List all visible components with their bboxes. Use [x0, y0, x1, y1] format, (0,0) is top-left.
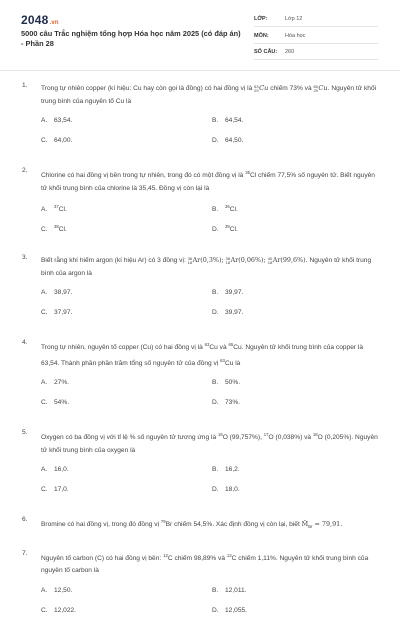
answer-options	[41, 379, 382, 413]
meta-question-count: SỐ CÂU: 260	[254, 46, 378, 60]
question-2: 2. Chlorine có hai đồng vị bền trong tự nhiên, trong đó có một đồng vị là $^{35}$Cl chiếm 77,5% số nguyên tử. Biết nguyên tử khối trung bình của chlorine là 35,45. Đồng vị còn lại là A. $^{37}$Cl. B. $^{36}$Cl. C. $^{38}$Cl. D. $^{39}$Cl.	[0, 167, 400, 238]
answer-options	[41, 117, 382, 151]
question-4: 4. Trong tự nhiên, nguyên tố copper (Cu) có hai đồng vị là $^{63}$Cu và $^{65}$Cu. Nguyên tử khối trung bình của copper là 63,54. Thành phần phần trăm tổng số nguyên tử của đồng vị $^{63}$Cu là A. 27%. B. 50%. C. 54%. D. 73%.	[0, 339, 400, 413]
option-c[interactable]: C. $^{38}$Cl.	[41, 224, 67, 233]
option-c[interactable]: C. 12,022.	[41, 606, 76, 614]
option-b[interactable]: B. 50%.	[212, 379, 241, 386]
answer-options	[41, 466, 382, 500]
question-7: 7. Nguyên tố carbon (C) có hai đồng vị bền: $^{12}$C chiếm 98,89% và $^{13}$C chiếm 1,11%. Nguyên tử khối trung bình của nguyên tố carbon là A. 12,50. B. 12,011. C. 12,022. D. 12,055.	[0, 550, 400, 621]
option-d[interactable]: D. $^{39}$Cl.	[212, 224, 238, 233]
option-d[interactable]: D. 64,50.	[212, 137, 244, 144]
option-b[interactable]: B. 12,011.	[212, 586, 247, 594]
option-d[interactable]: D. 18,0.	[212, 486, 240, 493]
question-text: Chlorine có hai đồng vị bền trong tự nhiên, trong đó có một đồng vị là $^{35}$Cl chiếm 77,5% số nguyên tử. Biết nguyên tử khối trung bình của chlorine là 35,45. Đồng vị còn lại là	[41, 170, 375, 192]
question-5: 5. Oxygen có ba đồng vị với tỉ lệ % số nguyên tử tương ứng là $^{16}$O (99,757%), $^{17}$O (0,038%) và $^{18}$O (0,205%). Nguyên tử khối trung bình của oxygen là A. 16,0. B. 16,2. C. 17,0. D. 18,0.	[0, 429, 400, 500]
question-3: 3. Biết rằng khí hiếm argon (kí hiệu Ar) có 3 đồng vị: 36 18Ar(0,3%); 38 18Ar(0,06%); 40 18Ar(99,6%). Nguyên tử khối trung bình của argon là A. 38,97. B. 39,97. C. 37,97. D. 39,97.	[0, 254, 400, 323]
question-text: Trong tự nhiên copper (kí hiệu: Cu hay còn gọi là đồng) có hai đồng vị là 63 29Cu chiếm 73% và 65 29Cu. Nguyên tử khối trung bình của nguyên tố Cu là	[41, 84, 377, 105]
option-a[interactable]: A. 12,50.	[41, 586, 73, 594]
document-meta	[254, 13, 378, 63]
meta-subject: MÔN: Hóa học	[254, 30, 378, 44]
meta-class: LỚP: Lớp 12	[254, 13, 378, 27]
option-d[interactable]: D. 12,055.	[212, 606, 247, 614]
page-header	[0, 0, 400, 70]
option-b[interactable]: B. 64,54.	[212, 117, 244, 124]
question-1: 1. Trong tự nhiên copper (kí hiệu: Cu hay còn gọi là đồng) có hai đồng vị là 63 29Cu chiếm 73% và 65 29Cu. Nguyên tử khối trung bình của nguyên tố Cu là A. 63,54. B. 64,54. C. 64,00. D. 64,50.	[0, 82, 400, 151]
question-text: Oxygen có ba đồng vị với tỉ lệ % số nguyên tử tương ứng là $^{16}$O (99,757%), $^{17}$O (0,038%) và $^{18}$O (0,205%). Nguyên tử khối trung bình của oxygen là	[41, 432, 378, 454]
answer-options	[41, 204, 382, 238]
question-text: Bromine có hai đồng vị, trong đó đồng vị $^{79}$Br chiếm 54,5%. Xác định đồng vị còn lại, biết $M̄_{Br} = 79,91$.	[41, 519, 343, 529]
option-a[interactable]: A. 38,97.	[41, 289, 73, 296]
option-c[interactable]: C. 37,97.	[41, 309, 73, 316]
answer-options	[41, 289, 382, 323]
option-b[interactable]: B. 16,2.	[212, 466, 240, 473]
question-text: Biết rằng khí hiếm argon (kí hiệu Ar) có 3 đồng vị: 36 18Ar(0,3%); 38 18Ar(0,06%); 40 18Ar(99,6%). Nguyên tử khối trung bình của argon là	[41, 256, 372, 277]
option-d[interactable]: D. 73%.	[212, 399, 241, 406]
question-text: Nguyên tố carbon (C) có hai đồng vị bền: $^{12}$C chiếm 98,89% và $^{13}$C chiếm 1,11%. Nguyên tử khối trung bình của nguyên tố carbon là	[41, 552, 369, 574]
option-c[interactable]: C. 64,00.	[41, 137, 73, 144]
question-list	[0, 82, 400, 637]
question-text: Trong tự nhiên, nguyên tố copper (Cu) có hai đồng vị là $^{63}$Cu và $^{65}$Cu. Nguyên tử khối trung bình của copper là 63,54. Thành phần phần trăm tổng số nguyên tử của đồng vị $^{63}$Cu là	[41, 342, 364, 367]
option-b[interactable]: B. 39,97.	[212, 289, 244, 296]
answer-options	[41, 587, 382, 621]
option-b[interactable]: B. $^{36}$Cl.	[212, 204, 238, 213]
header-divider	[0, 70, 400, 71]
document-title: 5000 câu Trắc nghiệm tổng hợp Hóa học năm 2025 (có đáp án) - Phần 28	[21, 29, 241, 48]
option-c[interactable]: C. 54%.	[41, 399, 70, 406]
option-c[interactable]: C. 17,0.	[41, 486, 69, 493]
option-a[interactable]: A. 16,0.	[41, 466, 69, 473]
option-a[interactable]: A. 27%.	[41, 379, 70, 386]
option-a[interactable]: A. 63,54.	[41, 117, 73, 124]
question-6: 6. Bromine có hai đồng vị, trong đó đồng vị $^{79}$Br chiếm 54,5%. Xác định đồng vị còn lại, biết $M̄_{Br} = 79,91$.	[0, 516, 400, 534]
site-logo[interactable]: 2048.vn	[21, 13, 59, 27]
option-a[interactable]: A. $^{37}$Cl.	[41, 204, 67, 213]
option-d[interactable]: D. 39,97.	[212, 309, 244, 316]
